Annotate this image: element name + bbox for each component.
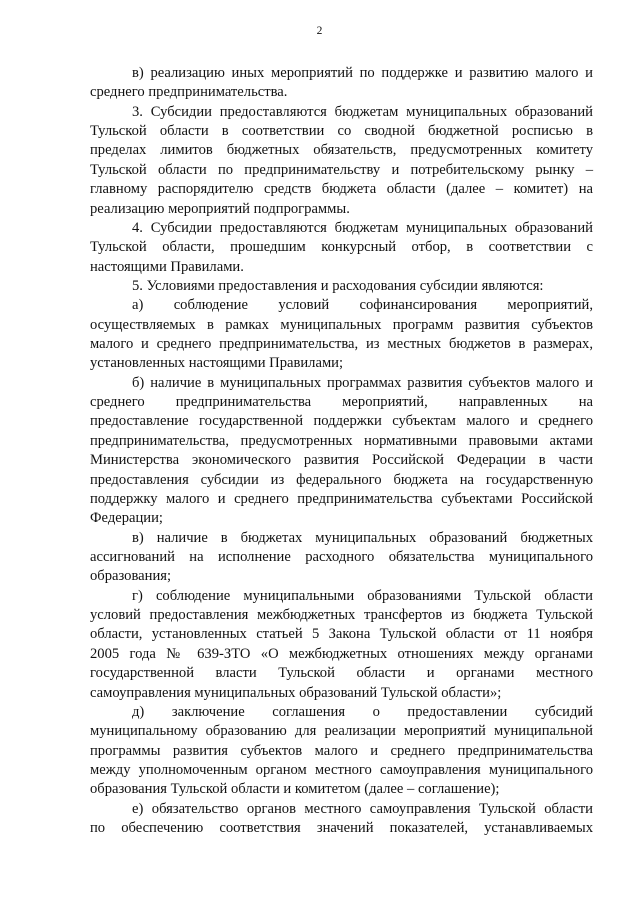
text-line: 3. Субсидии предоставляются бюджетам муниципальных образований — [132, 103, 593, 120]
text-line: установленных настоящими Правилами; — [90, 355, 344, 372]
page-number: 2 — [316, 25, 323, 37]
text-line: Тульской области по предпринимательству и потребительскому рынку – — [90, 161, 593, 178]
text-line: образования Тульской области и комитетом (далее – соглашение); — [90, 781, 500, 798]
text-line: е) обязательство органов местного самоуправления Тульской области — [132, 800, 593, 817]
text-line: поддержку малого и среднего предпринимательства субъектами Российской — [90, 490, 593, 507]
text-line: между уполномоченным органом местного самоуправления муниципального — [90, 761, 593, 778]
text-line: реализацию мероприятий подпрограммы. — [90, 200, 350, 217]
text-line: Федерации; — [90, 510, 163, 527]
text-line: г) соблюдение муниципальными образованиями Тульской области — [132, 587, 593, 604]
text-line: осуществляемых в рамках муниципальных программ развития субъектов — [90, 316, 593, 333]
text-line: по обеспечению соответствия значений показателей, устанавливаемых — [90, 820, 593, 837]
text-line: Тульской области, прошедшим конкурсный отбор, в соответствии с — [90, 239, 593, 256]
text-line: условий предоставления межбюджетных трансфертов из бюджета Тульской — [90, 607, 593, 624]
text-line: среднего предпринимательства мероприятий, направленных на — [90, 394, 593, 411]
text-line: предпринимательства, предусмотренных нормативными правовыми актами — [90, 432, 593, 449]
text-line: пределах лимитов бюджетных обязательств, предусмотренных комитету — [90, 142, 593, 159]
text-line: в) реализацию иных мероприятий по поддержке и развитию малого и — [132, 65, 593, 81]
text-line: самоуправления муниципальных образований Тульской области»; — [90, 684, 502, 701]
text-line: государственной власти Тульской области и органами местного — [90, 665, 593, 682]
text-line: образования; — [90, 568, 172, 585]
text-line: а) соблюдение условий софинансирования мероприятий, — [132, 297, 593, 314]
text-line: д) заключение соглашения о предоставлении субсидий — [132, 703, 593, 720]
text-line: 2005 года № 639-ЗТО «О межбюджетных отношениях между органами — [90, 645, 593, 662]
text-line: б) наличие в муниципальных программах развития субъектов малого и — [132, 374, 593, 391]
text-line: Министерства экономического развития Российской Федерации в части — [90, 452, 593, 469]
text-line: Тульской области в соответствии со сводной бюджетной росписью в — [90, 123, 593, 140]
text-line: программы развития субъектов малого и среднего предпринимательства — [90, 742, 593, 759]
text-line: в) наличие в бюджетах муниципальных образований бюджетных — [132, 529, 593, 546]
text-line: малого и среднего предпринимательства, из местных бюджетов в размерах, — [90, 336, 593, 353]
text-line: настоящими Правилами. — [90, 258, 244, 275]
text-line: области, установленных статьей 5 Закона Тульской области от 11 ноября — [90, 626, 593, 643]
text-line: предоставления субсидии из федерального бюджета на государственную — [90, 471, 593, 488]
text-line: 4. Субсидии предоставляются бюджетам муниципальных образований — [132, 219, 593, 236]
text-line: муниципальному образованию для реализации мероприятий муниципальной — [90, 723, 593, 740]
text-line: среднего предпринимательства. — [90, 84, 288, 101]
text-line: ассигнований на исполнение расходного обязательства муниципального — [90, 548, 593, 565]
text-line: 5. Условиями предоставления и расходования субсидии являются: — [132, 277, 544, 294]
text-line: главному распорядителю средств бюджета области (далее – комитет) на — [90, 181, 593, 198]
text-line: предоставление государственной поддержки субъектам малого и среднего — [90, 413, 593, 430]
document-body — [90, 64, 593, 838]
